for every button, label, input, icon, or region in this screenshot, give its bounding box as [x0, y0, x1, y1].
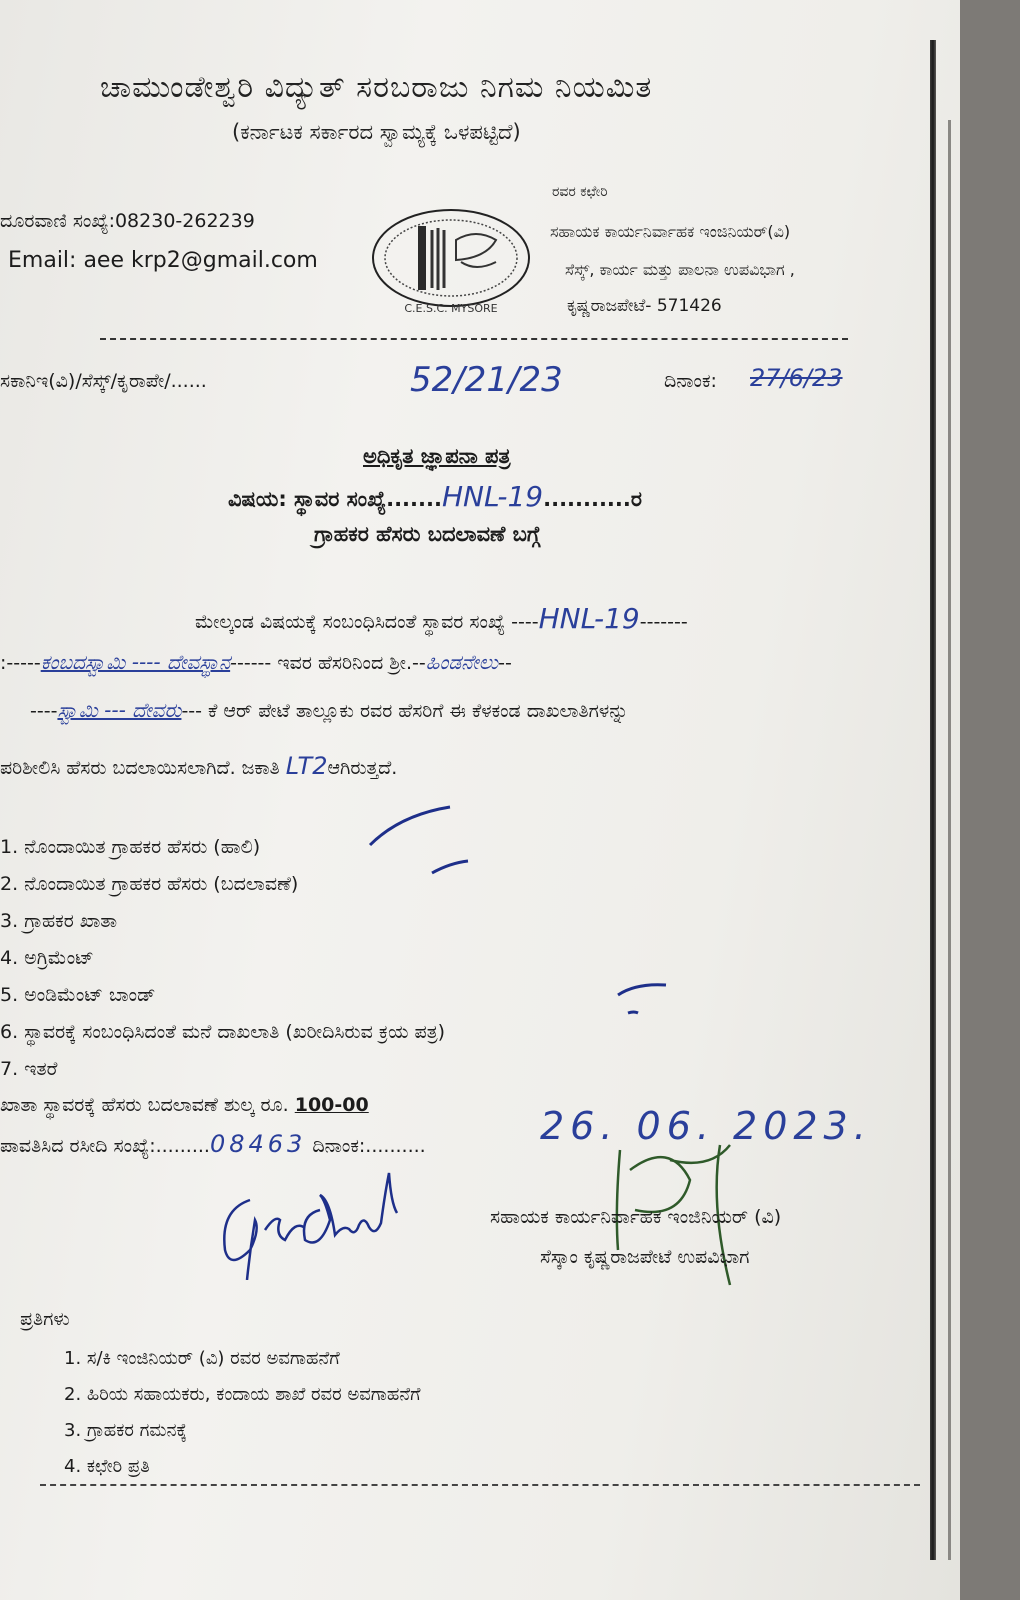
checklist-item: 2. ನೊಂದಾಯಿತ ಗ್ರಾಹಕರ ಹೆಸರು (ಬದಲಾವಣೆ): [0, 873, 299, 895]
receipt-date: 26. 06. 2023.: [540, 1104, 872, 1148]
fee-amount: 100-00: [294, 1094, 369, 1116]
checklist-item: 3. ಗ್ರಾಹಕರ ಖಾತಾ: [0, 910, 118, 932]
office-division: ಸೆಸ್ಕ್, ಕಾರ್ಯ ಮತ್ತು ಪಾಲನಾ ಉಪವಿಭಾಗ ,: [565, 260, 795, 279]
copies-heading: ಪ್ರತಿಗಳು: [20, 1308, 70, 1330]
org-name: ಚಾಮುಂಡೇಶ್ವರಿ ವಿದ್ಯುತ್ ಸರಬರಾಜು ನಿಗಮ ನಿಯಮಿತ: [100, 70, 653, 105]
fee-line: [0, 1094, 369, 1116]
checklist-item: 4. ಅಗ್ರಿಮೆಂಟ್: [0, 947, 94, 969]
reference-prefix: ಸಕಾನಿಇ(ವಿ)/ಸೆಸ್ಕ್/ಕೃರಾಪೇ/......: [0, 370, 207, 392]
footer-divider: [40, 1484, 920, 1486]
office-location: ಕೃಷ್ಣರಾಜಪೇಟೆ- 571426: [567, 296, 722, 316]
reference-number: 52/21/23: [410, 360, 563, 400]
receipt-date-label: ದಿನಾಂಕ:..........: [312, 1135, 426, 1157]
date-label: ದಿನಾಂಕ:: [664, 370, 717, 392]
para-line3-start: ----: [30, 700, 58, 722]
copy-item: 4. ಕಛೇರಿ ಪ್ರತಿ: [64, 1456, 150, 1477]
logo-text: C.E.S.C. MYSORE: [404, 302, 498, 315]
phone-number: ದೂರವಾಣಿ ಸಂಖ್ಯೆ:08230-262239: [0, 210, 255, 232]
office-designation: ಸಹಾಯಕ ಕಾರ್ಯನಿರ್ವಾಹಕ ಇಂಜಿನಿಯರ್(ವಿ): [550, 222, 791, 241]
new-consumer-name-1: ಹಿಂಡನೇಲು: [425, 650, 499, 674]
paragraph-line-4: [0, 752, 397, 780]
office-of: ರವರ ಕಛೇರಿ: [552, 184, 608, 200]
signatory-office: ಸೆಸ್ಕಾಂ ಕೃಷ್ಣರಾಜಪೇಟೆ ಉಪವಿಭಾಗ: [540, 1246, 750, 1268]
tariff-value: LT2: [285, 752, 328, 780]
para-line2-end: --: [498, 652, 512, 674]
receipt-number: 08463: [209, 1130, 307, 1158]
subject-id: HNL-19: [441, 480, 544, 513]
paragraph-line-1: [195, 602, 688, 635]
tick-mark-6: [618, 985, 666, 1013]
govt-note: (ಕರ್ನಾಟಕ ಸರ್ಕಾರದ ಸ್ವಾಮ್ಯಕ್ಕೆ ಒಳಪಟ್ಟಿದೆ): [232, 120, 521, 144]
page-edge: [930, 40, 936, 1560]
copy-item: 1. ಸ/ಕಿ ಇಂಜಿನಿಯರ್ (ವಿ) ರವರ ಅವಗಾಹನೆಗೆ: [64, 1348, 340, 1369]
para-line4-start: ಪರಿಶೀಲಿಸಿ ಹೆಸರು ಬದಲಾಯಿಸಲಾಗಿದೆ. ಜಕಾತಿ: [0, 757, 280, 779]
para-line2-start: :-----: [0, 652, 41, 674]
para-line2-mid: ------ ಇವರ ಹೆಸರಿನಿಂದ ಶ್ರೀ.--: [230, 652, 426, 674]
para-line1-text: ಮೇಲ್ಕಂಡ ವಿಷಯಕ್ಕೆ ಸಂಬಂಧಿಸಿದಂತೆ ಸ್ಥಾವರ ಸಂಖ್ಯೆ ----: [195, 611, 539, 633]
copy-item: 3. ಗ್ರಾಹಕರ ಗಮನಕ್ಕೆ: [64, 1420, 187, 1441]
new-consumer-name-2: ಸ್ವಾಮಿ --- ದೇವರು: [57, 698, 182, 722]
receipt-line: [0, 1130, 426, 1158]
tick-mark-2: [432, 861, 468, 873]
subject-prefix: ವಿಷಯ: ಸ್ಥಾವರ ಸಂಖ್ಯೆ.......: [228, 487, 442, 511]
old-consumer-name: ಕಂಬದಸ್ವಾಮಿ ---- ದೇವಸ್ಥಾನ: [40, 650, 231, 674]
paragraph-line-3: [30, 698, 628, 722]
signatory-designation: ಸಹಾಯಕ ಕಾರ್ಯನಿರ್ವಾಹಕ ಇಂಜಿನಿಯರ್ (ವಿ): [490, 1206, 782, 1228]
subject-suffix: ...........ರ: [543, 487, 642, 511]
subject-line: [228, 480, 642, 513]
copy-item: 2. ಹಿರಿಯ ಸಹಾಯಕರು, ಕಂದಾಯ ಶಾಖೆ ರವರ ಅವಗಾಹನೆಗೆ: [64, 1384, 421, 1405]
fee-label: ಖಾತಾ ಸ್ಥಾವರಕ್ಕೆ ಹೆಸರು ಬದಲಾವಣೆ ಶುಲ್ಕ ರೂ.: [0, 1094, 289, 1116]
checklist-item: 5. ಅಂಡಿಮೆಂಟ್ ಬಾಂಡ್: [0, 984, 156, 1006]
para-line4-end: ಆಗಿರುತ್ತದೆ.: [327, 757, 398, 779]
date-value: 27/6/23: [750, 364, 843, 392]
tick-marks: [360, 805, 960, 1065]
para-line3-end: --- ಕೆ ಆರ್ ಪೇಟೆ ತಾಲ್ಲೂಕು ರವರ ಹೆಸರಿಗೆ ಈ ಕೆಳಕಂಡ ದಾಖಲಾತಿಗಳನ್ನು: [181, 700, 629, 722]
cesc-logo: [366, 200, 536, 320]
checklist-item: 1. ನೊಂದಾಯಿತ ಗ್ರಾಹಕರ ಹೆಸರು (ಹಾಲಿ): [0, 836, 261, 858]
receipt-label: ಪಾವತಿಸಿದ ರಸೀದಿ ಸಂಖ್ಯೆ:.........: [0, 1135, 210, 1157]
installation-number: HNL-19: [538, 602, 640, 635]
tick-mark-1: [370, 807, 450, 845]
handwritten-signature: [210, 1170, 460, 1280]
checklist-item: 7. ಇತರೆ: [0, 1058, 58, 1080]
checklist-item: 6. ಸ್ಥಾವರಕ್ಕೆ ಸಂಬಂಧಿಸಿದಂತೆ ಮನೆ ದಾಖಲಾತಿ (ಖರೀದಿಸಿರುವ ಕ್ರಯ ಪತ್ರ): [0, 1021, 446, 1043]
document-title: ಅಧಿಕೃತ ಜ್ಞಾಪನಾ ಪತ್ರ: [363, 444, 511, 468]
email-address: Email: aee krp2@gmail.com: [8, 248, 318, 273]
header-divider: [100, 338, 848, 340]
subject-line-2: ಗ್ರಾಹಕರ ಹೆಸರು ಬದಲಾವಣೆ ಬಗ್ಗೆ: [314, 522, 541, 546]
paragraph-line-2: [0, 650, 512, 674]
para-line1-end: -------: [639, 611, 688, 633]
